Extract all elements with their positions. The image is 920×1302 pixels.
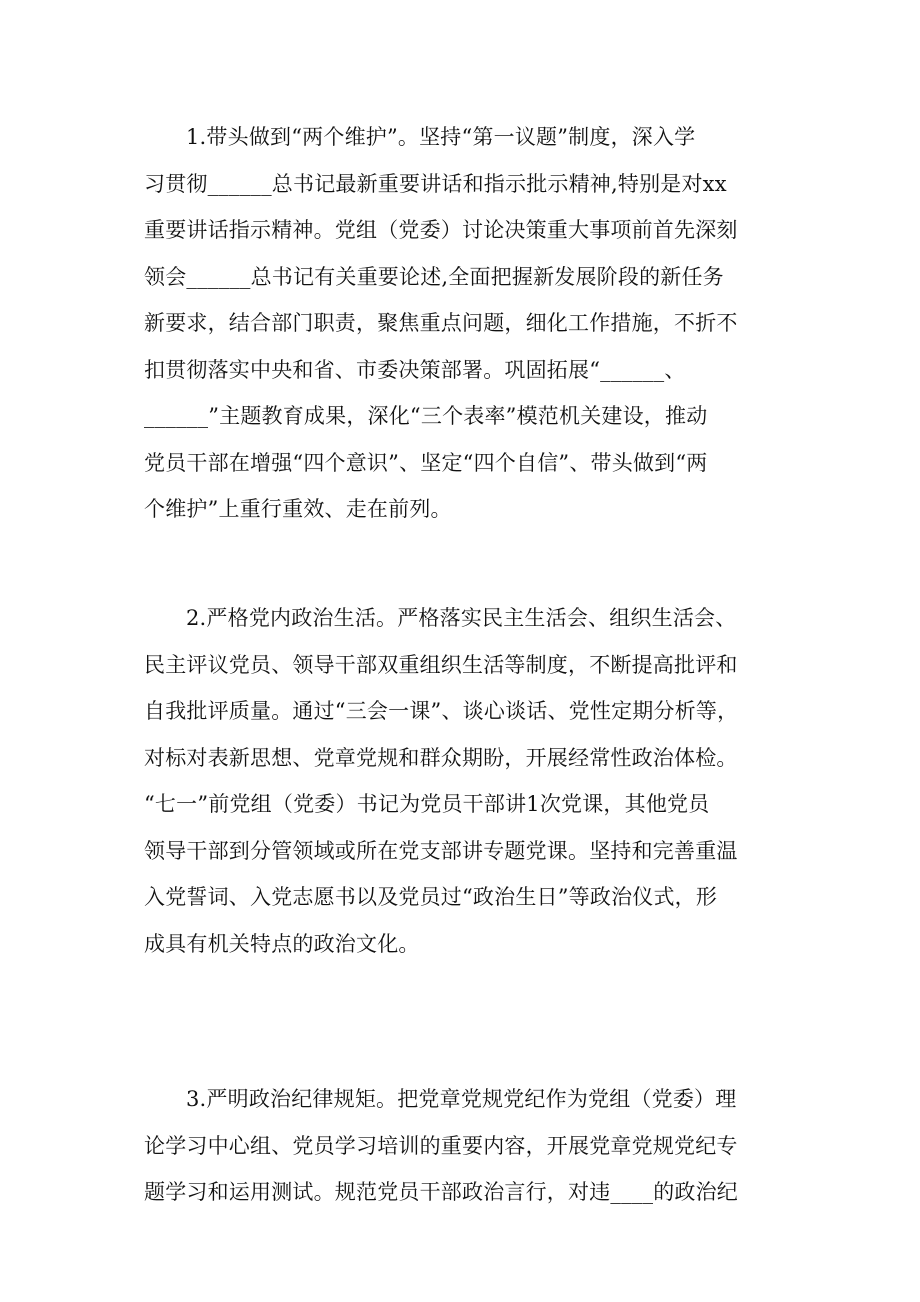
paragraph-line: “七一”前党组（党委）书记为党员干部讲1次党课，其他党员	[144, 792, 710, 816]
paragraph-line: 入党誓词、入党志愿书以及党员过“政治生日”等政治仪式，形	[144, 885, 718, 909]
paragraph-line: 1.带头做到“两个维护”。坚持“第一议题”制度，深入学	[186, 125, 696, 149]
paragraph-line: 论学习中心组、党员学习培训的重要内容，开展党章党规党纪专	[144, 1133, 738, 1158]
paragraph-line: 民主评议党员、领导干部双重组织生活等制度，不断提高批评和	[144, 652, 738, 677]
paragraph-line: 重要讲话指示精神。党组（党委）讨论决策重大事项前首先深刻	[144, 218, 738, 242]
paragraph-line: 2.严格党内政治生活。严格落实民主生活会、组织生活会、	[186, 606, 737, 630]
paragraph-line: 3.严明政治纪律规矩。把党章党规党纪作为党组（党委）理	[186, 1087, 737, 1111]
paragraph-line: 成具有机关特点的政治文化。	[144, 931, 420, 956]
paragraph-line: 领会______总书记有关重要论述,全面把握新发展阶段的新任务	[144, 264, 724, 289]
paragraph-line: 领导干部到分管领域或所在党支部讲专题党课。坚持和完善重温	[144, 838, 738, 863]
paragraph-line: 个维护”上重行重效、走在前列。	[144, 497, 452, 521]
paragraph-line: 新要求，结合部门职责，聚焦重点问题，细化工作措施，不折不	[144, 311, 738, 335]
paragraph-2	[144, 595, 796, 967]
paragraph-line: 扣贯彻落实中央和省、市委决策部署。巩固拓展“______、	[144, 357, 686, 382]
paragraph-3	[144, 1076, 796, 1216]
paragraph-line: 题学习和运用测试。规范党员干部政治言行，对违____的政治纪	[144, 1180, 738, 1204]
paragraph-line: 自我批评质量。通过“三会一课”、谈心谈话、党性定期分析等，	[144, 699, 739, 723]
paragraph-1	[144, 114, 796, 533]
paragraph-line: 党员干部在增强“四个意识”、坚定“四个自信”、带头做到“两	[144, 450, 708, 475]
paragraph-line: 对标对表新思想、党章党规和群众期盼，开展经常性政治体检。	[144, 745, 738, 770]
paragraph-line: ______”主题教育成果，深化“三个表率”模范机关建设，推动	[144, 404, 708, 428]
paragraph-line: 习贯彻______总书记最新重要讲话和指示批示精神,特别是对xx	[144, 171, 727, 196]
